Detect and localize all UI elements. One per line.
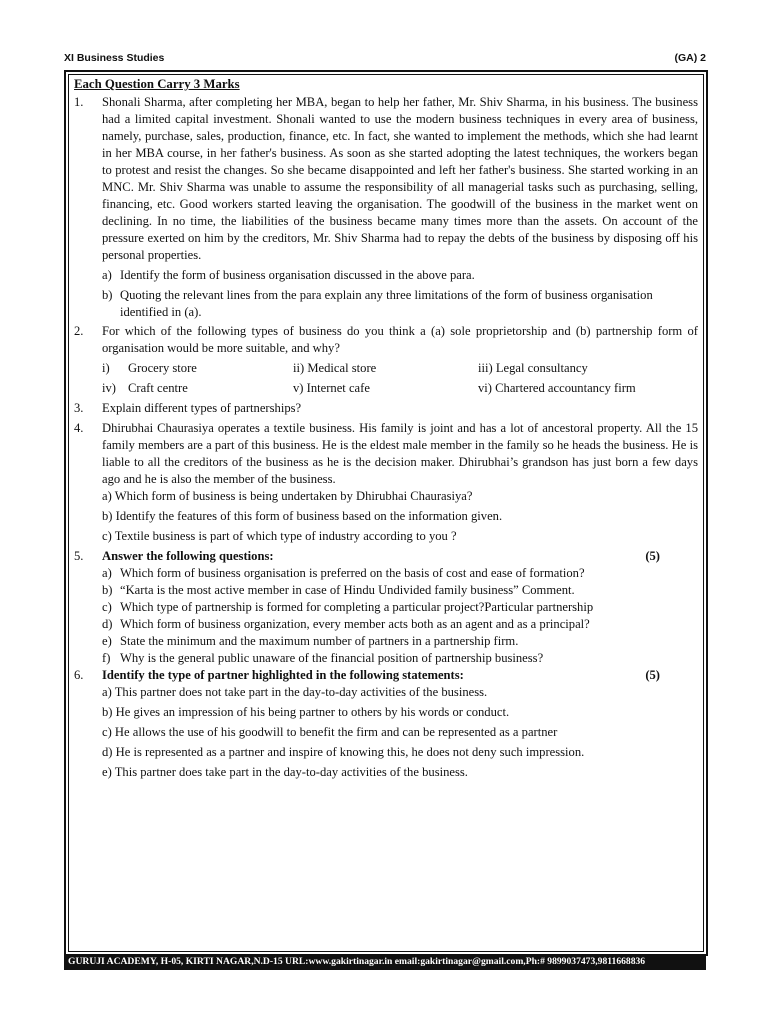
section-title: Each Question Carry 3 Marks — [74, 77, 240, 91]
options-grid — [102, 360, 698, 397]
sub-question — [102, 599, 698, 616]
sub-text: Which form of business organisation is preferred on the basis of cost and ease of formation? — [120, 566, 585, 580]
question-1b — [74, 287, 698, 321]
question-text: Explain different types of partnerships? — [102, 401, 302, 415]
question-marks: (5) — [645, 549, 660, 563]
sub-text: “Karta is the most active member in case of Hindu Undivided family business” Comment. — [120, 583, 575, 597]
sub-question-c: c) Textile business is part of which type of industry according to you ? — [102, 529, 457, 543]
question-heading — [102, 667, 698, 684]
sub-text: Identify the form of business organisation discussed in the above para. — [120, 268, 475, 282]
sub-question-b: b) Identify the features of this form of business based on the information given. — [102, 509, 503, 523]
sub-label: a) — [102, 566, 112, 580]
question-heading — [102, 548, 698, 565]
question-2 — [74, 323, 698, 357]
sub-label: e) — [102, 634, 112, 648]
option: ii) Medical store — [293, 361, 377, 375]
footer-contact-bar: GURUJI ACADEMY, H-05, KIRTI NAGAR,N.D-15 URL:www.gakirtinagar.in email:gakirtinagar@gmail.com,Ph:# 9899037473,9811668836 — [64, 954, 706, 970]
sub-question — [102, 565, 698, 582]
option: v) Internet cafe — [293, 381, 370, 395]
sub-question — [102, 582, 698, 599]
option: iii) Legal consultancy — [478, 361, 588, 375]
question-number: 1. — [74, 95, 84, 109]
question-text: For which of the following types of business do you think a (a) sole proprietorship and (b) partnership form of organisation would be more suitable, and why? — [102, 324, 698, 355]
question-text: Answer the following questions: — [102, 549, 274, 563]
option: Craft centre — [128, 381, 188, 395]
sub-label: c) — [102, 600, 112, 614]
sub-text: Quoting the relevant lines from the para explain any three limitations of the form of business organisation identified in (a). — [120, 288, 653, 319]
sub-label: f) — [102, 651, 111, 665]
sub-text: State the minimum and the maximum number of partners in a partnership firm. — [120, 634, 519, 648]
sub-text: Which form of business organization, every member acts both as an agent and as a principal? — [120, 617, 590, 631]
question-text: Shonali Sharma, after completing her MBA, began to help her father, Mr. Shiv Sharma, in his business. The business had a limited capital investment. Shonali wanted to use the modern business techniques in every area of business, namely, purchase, sales, production, finance, etc. In fact, she wanted to implement the methods, which she had learnt in her MBA course, in her father's business. As soon as she started adopting the latest techniques, the workers began to protest and resist the changes. So she became disappointed and left her father's business. She started working in an MNC. Mr. Shiv Sharma was unable to assume the responsibility of all managerial tasks such as purchasing, selling, financing, etc. Good workers started leaving the organisation. The goodwill of the business in the market went on declining. In no time, the liabilities of the business became many times more than the assets. On account of the pressure exerted on him by the creditors, Mr. Shiv Sharma had to repay the debts of the business by disposing off his personal properties. — [102, 95, 698, 262]
question-number: 5. — [74, 549, 84, 563]
sub-text: Which type of partnership is formed for completing a particular project?Particular partnership — [120, 600, 594, 614]
question-1 — [74, 94, 698, 264]
question-1a — [74, 267, 698, 284]
sub-question — [102, 287, 698, 321]
question-text: Identify the type of partner highlighted in the following statements: — [102, 668, 464, 682]
header-subject: XI Business Studies — [64, 52, 165, 64]
question-5 — [74, 548, 698, 667]
question-2-options — [74, 360, 698, 397]
question-text: Dhirubhai Chaurasiya operates a textile business. His family is joint and has a lot of ancestoral property. All the 15 family members are a part of this business. He is the eldest male member in the family so he heads the business. He is liable to all the creditors of the business as he is the decision maker. Dhirubhai’s grandson has just born a few days ago and he is also the member of the business. — [102, 421, 698, 486]
option: Grocery store — [128, 361, 197, 375]
question-number: 2. — [74, 324, 84, 338]
question-number: 3. — [74, 401, 84, 415]
option-label: i) — [102, 361, 110, 375]
option: vi) Chartered accountancy firm — [478, 381, 636, 395]
sub-label: d) — [102, 617, 113, 631]
sub-question — [102, 633, 698, 650]
sub-question-d: d) He is represented as a partner and inspire of knowing this, he does not deny such impression. — [102, 745, 585, 759]
question-marks: (5) — [645, 668, 660, 682]
sub-question-b: b) He gives an impression of his being partner to others by his words or conduct. — [102, 705, 510, 719]
sub-question — [102, 650, 698, 667]
sub-question-e: e) This partner does take part in the day-to-day activities of the business. — [102, 765, 468, 779]
sub-question-a: a) Which form of business is being undertaken by Dhirubhai Chaurasiya? — [102, 489, 473, 503]
question-6 — [74, 667, 698, 781]
page-header — [64, 50, 706, 66]
question-4 — [74, 420, 698, 545]
sub-question-a: a) This partner does not take part in the day-to-day activities of the business. — [102, 685, 488, 699]
question-3 — [74, 400, 698, 417]
question-content — [74, 76, 698, 781]
sub-label: a) — [102, 268, 112, 282]
sub-label: b) — [102, 288, 113, 302]
sub-text: Why is the general public unaware of the financial position of partnership business? — [120, 651, 544, 665]
sub-question-c: c) He allows the use of his goodwill to benefit the firm and can be represented as a partner — [102, 725, 558, 739]
sub-label: b) — [102, 583, 113, 597]
page-frame — [64, 70, 708, 956]
sub-question — [102, 616, 698, 633]
sub-question — [102, 267, 698, 284]
question-number: 4. — [74, 421, 84, 435]
header-page-number: (GA) 2 — [674, 52, 706, 64]
question-number: 6. — [74, 668, 84, 682]
option-label: iv) — [102, 381, 116, 395]
